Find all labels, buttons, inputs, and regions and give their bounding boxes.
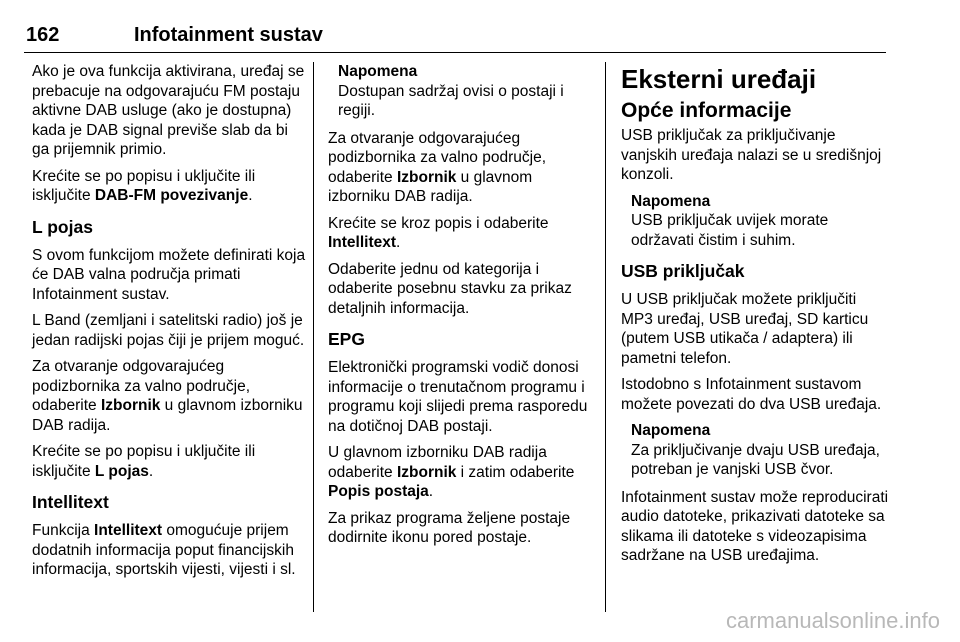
note-box [631,192,891,251]
text: . [396,234,401,251]
note-text: USB priključak uvijek morate održavati čistim i suhim. [631,212,829,249]
bold-term: L pojas [94,462,149,480]
column-3 [621,62,891,573]
note-text: Dostupan sadržaj ovisi o postaji i regiji. [338,82,564,119]
heading-epg: EPG [328,329,365,349]
bold-term: Izbornik [396,168,457,186]
paragraph [32,442,307,481]
section-heading: Opće informacije [621,99,792,122]
text: . [148,462,154,480]
text: u glavnom izborniku DAB radija. [32,397,303,434]
note-box [631,421,891,480]
text: . [428,483,434,500]
text: u glavnom izborniku DAB radija. [328,168,533,205]
paragraph: Za prikaz programa željene postaje dodirnite ikonu pored postaje. [328,509,571,546]
bold-term: Izbornik [100,397,161,414]
page-header [24,22,886,53]
text: Krećite se po popisu i uključite ili isključite [32,443,256,480]
text: Krećite se po popisu i uključite ili isključite [32,167,256,204]
note-text: Za priključivanje dvaju USB uređaja, potreban je vanjski USB čvor. [631,441,880,478]
paragraph: USB priključak za priključivanje vanjskih uređaja nalazi se u središnjoj konzoli. [621,127,882,183]
heading-usb: USB priključak [621,261,745,281]
text: Za otvaranje odgovarajućeg podizbornika za valno područje, odaberite [328,129,546,186]
column-2 [328,62,598,555]
paragraph [328,214,598,253]
paragraph: Elektronički programski vodič donosi informacije o trenutačnom programu i programu koji slijedi prema rasporedu na dotičnoj DAB postaji. [328,359,588,435]
paragraph: Odaberite jednu od kategorija i odaberite posebnu stavku za prikaz detaljnih informacija. [328,260,572,317]
bold-term: Intellitext [94,522,163,539]
paragraph: L Band (zemljani i satelitski radio) još je jedan radijski pojas čiji je prijem moguć. [32,312,305,349]
watermark: carmanualsonline.info [725,608,940,633]
bold-term: DAB-FM povezivanje [94,187,249,204]
paragraph: Ako je ova funkcija aktivirana, uređaj se prebacuje na odgovarajuću FM postaju aktivne DAB usluge (ako je dostupna) kada je DAB signal previše slab da bi ga prijemnik primio. [32,63,305,158]
note-box [338,62,598,121]
bold-term: Intellitext [328,234,397,251]
bold-term: Izbornik [396,463,457,481]
section-title: Infotainment sustav [134,24,323,46]
text: Krećite se kroz popis i odaberite [328,214,549,232]
column-divider-1 [313,62,314,612]
text: . [248,187,253,204]
text: omogućuje prijem dodatnih informacija poput financijskih informacija, sportskih vijesti, vijesti i sl. [32,522,296,578]
note-title: Napomena [338,63,418,80]
paragraph [32,521,307,580]
paragraph: U USB priključak možete priključiti MP3 uređaj, USB uređaj, SD karticu (putem USB utikača / adaptera) ili pametni telefon. [621,291,869,367]
heading-l-pojas: L pojas [32,216,93,237]
column-1 [32,62,307,587]
text: U glavnom izborniku DAB radija odaberite [328,444,547,481]
chapter-title: Eksterni uređaji [621,64,817,94]
heading-intellitext: Intellitext [32,492,109,512]
paragraph [32,357,307,435]
paragraph [328,129,598,207]
text: Funkcija [32,522,95,539]
paragraph [328,443,598,502]
page-number: 162 [26,24,60,46]
note-title: Napomena [631,422,711,439]
text: i zatim odaberite [456,463,575,481]
text: Za otvaranje odgovarajućeg podizbornika za valno područje, odaberite [32,358,250,414]
paragraph [32,167,307,206]
paragraph: Istodobno s Infotainment sustavom možete povezati do dva USB uređaja. [621,376,882,413]
bold-term: Popis postaja [328,483,429,500]
paragraph: Infotainment sustav može reproducirati audio datoteke, prikazivati datoteke sa slikama ili datoteke s videozapisima sadržane na USB uređajima. [621,488,889,564]
paragraph: S ovom funkcijom možete definirati koja će DAB valna područja primati Infotainment sustav. [32,246,306,303]
note-title: Napomena [631,192,711,210]
column-divider-2 [605,62,606,612]
